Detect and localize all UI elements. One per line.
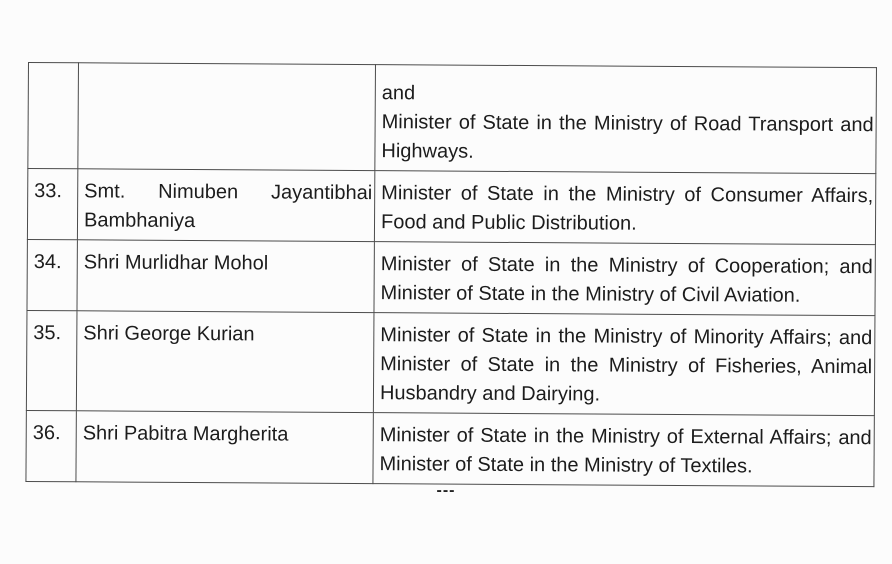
row-number-cell: [26, 410, 76, 481]
row-number: 36.: [32, 422, 61, 445]
minister-name: Shri George Kurian: [83, 322, 255, 346]
end-of-document-mark: ---: [436, 482, 456, 499]
table-row-36: [26, 410, 874, 486]
minister-name-cell: [78, 63, 376, 171]
position-line: Minister of State in the Ministry of Minority Affairs; and Minister of State in the Ministry of Fisheries, Animal Husbandry and Dairying.: [379, 324, 873, 406]
minister-name-cell: [76, 411, 373, 484]
position-line: Minister of State in the Ministry of Road Transport and Highways.: [381, 111, 874, 163]
row-number: 34.: [33, 251, 62, 274]
ministers-table-wrapper: [25, 62, 877, 487]
position-cell: [373, 313, 875, 416]
position-cell: [374, 242, 875, 316]
minister-name: Shri Murlidhar Mohol: [83, 251, 269, 275]
position-line: Minister of State in the Ministry of Cooperation; and Minister of State in the Ministry of Civil Aviation.: [380, 253, 873, 307]
row-number: 33.: [34, 180, 63, 203]
position-line: Minister of State in the Ministry of Consumer Affairs, Food and Public Distribution.: [380, 182, 874, 235]
position-cell: [375, 65, 877, 174]
position-cell: [374, 171, 875, 245]
table-row-34: [27, 239, 875, 315]
table-row-35: [26, 310, 875, 415]
row-number-cell: [26, 310, 77, 410]
minister-name-cell: [77, 240, 374, 313]
minister-name-cell: [76, 311, 374, 413]
table-row-continuation: [28, 63, 877, 174]
minister-name-cell: [77, 169, 374, 242]
row-number: 35.: [33, 322, 62, 345]
row-number-cell: [27, 239, 77, 310]
row-number-cell: [27, 169, 77, 240]
minister-name: Shri Pabitra Margherita: [82, 422, 289, 446]
position-cell: [373, 413, 874, 487]
ministers-table: [25, 62, 877, 487]
position-line: Minister of State in the Ministry of External Affairs; and Minister of State in the Ministry of Textiles.: [379, 424, 872, 478]
row-number-cell: [28, 63, 79, 169]
position-line: and: [381, 82, 416, 105]
table-row-33: [27, 169, 875, 245]
minister-name: Smt. Nimuben Jayantibhai Bambhaniya: [83, 180, 373, 233]
